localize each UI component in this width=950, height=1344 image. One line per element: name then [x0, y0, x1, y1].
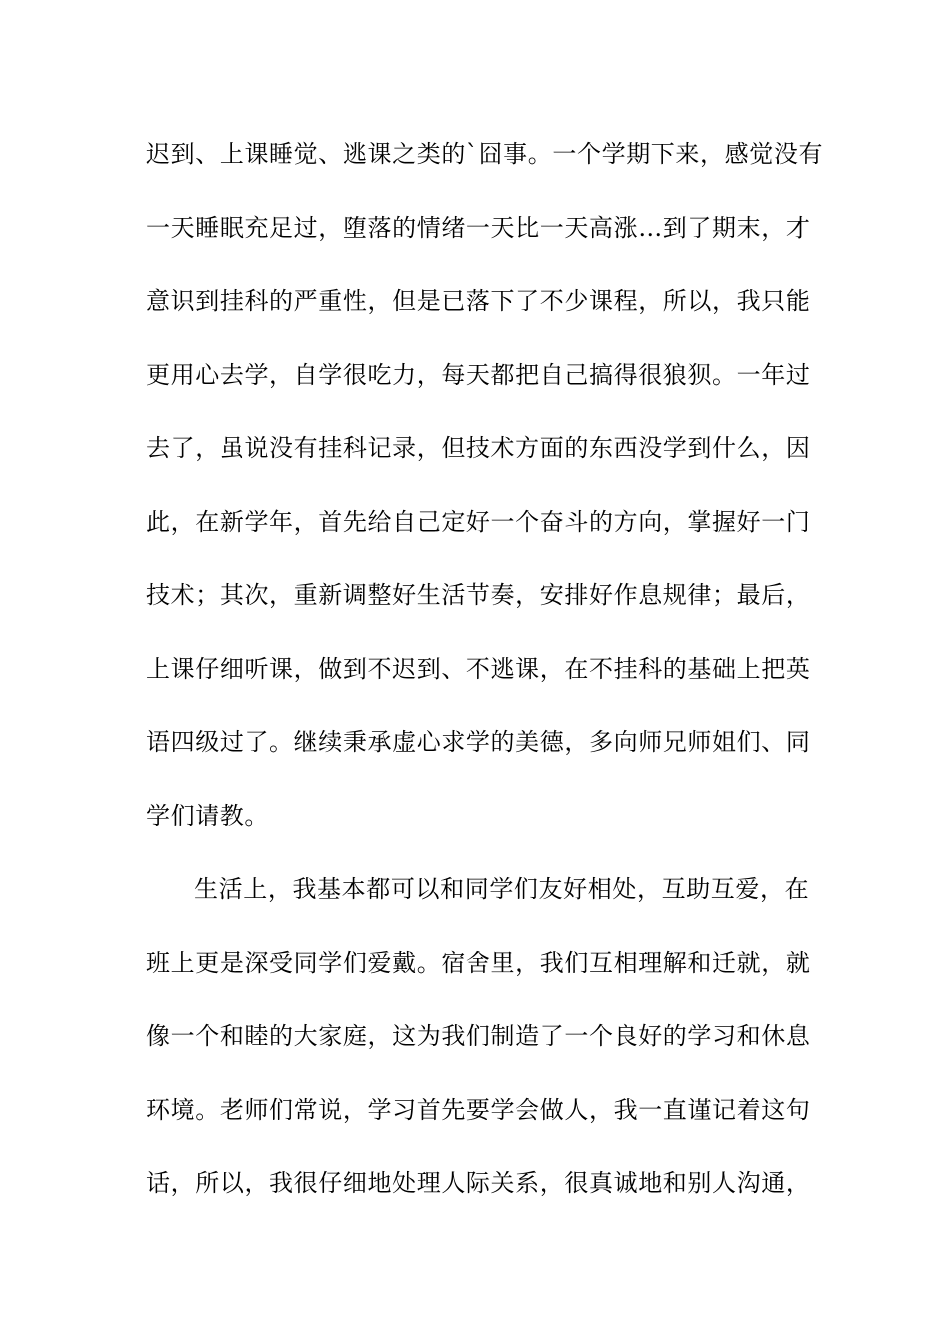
text-line: 迟 到 、 上 课 睡 觉 、 逃 课 之 类 的 ` 囧 事 。 一 个 学 期 下 来 ， 感 觉 没 有 — [146, 140, 824, 168]
text-line: 一 天 睡 眠 充 足 过 ， 堕 落 的 情 绪 一 天 比 一 天 高 涨 … 到 了 期 末 ， 才 — [146, 213, 811, 242]
text-line: 话 ， 所 以 ， 我 很 仔 细 地 处 理 人 际 关 系 ， 很 真 诚 地 和 别 人 沟 通 ， — [146, 1169, 811, 1197]
text-line: 上 课 仔 细 听 课 ， 做 到 不 迟 到 、 不 逃 课 ， 在 不 挂 科 的 基 础 上 把 英 — [146, 654, 811, 683]
text-line: 环 境 。 老 师 们 常 说 ， 学 习 首 先 要 学 会 做 人 ， 我 一 直 谨 记 着 这 句 — [146, 1095, 811, 1124]
paragraph-start-line: 生 活 上 ， 我 基 本 都 可 以 和 同 学 们 友 好 相 处 ， 互 助 互 爱 ， 在 — [194, 875, 810, 903]
paragraph-end-line: 学们请教。 — [146, 801, 269, 830]
text-line: 此 ， 在 新 学 年 ， 首 先 给 自 己 定 好 一 个 奋 斗 的 方 向 ， 掌 握 好 一 门 — [146, 507, 811, 536]
body-text — [146, 132, 824, 1235]
text-line: 班 上 更 是 深 受 同 学 们 爱 戴 。 宿 舍 里 ， 我 们 互 相 理 解 和 迁 就 ， 就 — [146, 948, 811, 977]
text-line: 像 一 个 和 睦 的 大 家 庭 ， 这 为 我 们 制 造 了 一 个 良 好 的 学 习 和 休 息 — [146, 1022, 811, 1050]
text-line: 更 用 心 去 学 ， 自 学 很 吃 力 ， 每 天 都 把 自 己 搞 得 很 狼 狈 。 一 年 过 — [146, 360, 811, 389]
text-line: 语 四 级 过 了 。 继 续 秉 承 虚 心 求 学 的 美 德 ， 多 向 师 兄 师 姐 们 、 同 — [146, 728, 811, 756]
text-line: 去 了 ， 虽 说 没 有 挂 科 记 录 ， 但 技 术 方 面 的 东 西 没 学 到 什 么 ， 因 — [146, 434, 811, 462]
text-line: 意 识 到 挂 科 的 严 重 性 ， 但 是 已 落 下 了 不 少 课 程 ， 所 以 ， 我 只 能 — [146, 287, 811, 315]
text-line: 技 术 ； 其 次 ， 重 新 调 整 好 生 活 节 奏 ， 安 排 好 作 息 规 律 ； 最 后 ， — [146, 581, 811, 609]
